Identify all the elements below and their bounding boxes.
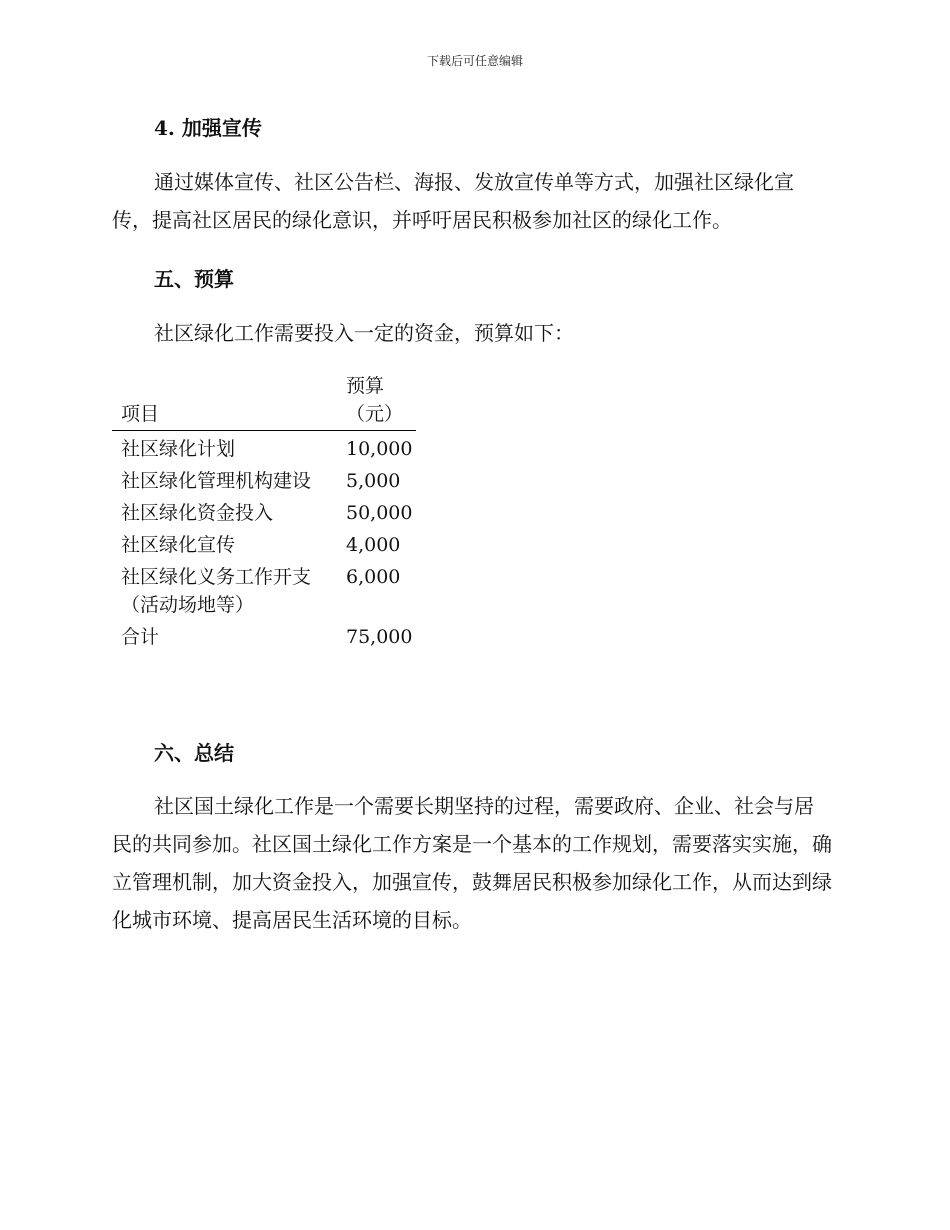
amount-cell: 4,000 [346,534,401,556]
budget-table [112,372,416,651]
page-header: 下载后可任意编辑 [426,54,523,68]
table-header-row [112,372,416,431]
item-cell: 社区绿化义务工作开支（活动场地等） [121,566,312,616]
table-row [112,431,416,464]
amount-cell: 50,000 [346,502,413,524]
publicity-paragraph: 通过媒体宣传、社区公告栏、海报、发放宣传单等方式，加强社区绿化宣传，提高社区居民的绿化意识，并呼吁居民积极参加社区的绿化工作。 [112,170,794,232]
header-item: 项目 [121,403,160,425]
item-cell: 社区绿化计划 [121,438,236,460]
amount-cell: 10,000 [346,438,413,460]
item-cell: 社区绿化宣传 [121,534,236,556]
table-row [112,495,416,527]
table-row [112,463,416,495]
table-row-total [112,619,416,651]
section-heading-budget: 五、预算 [154,267,234,291]
table-row [112,527,416,559]
header-budget: 预算（元） [346,375,404,425]
budget-intro-paragraph: 社区绿化工作需要投入一定的资金，预算如下： [154,321,574,345]
amount-cell: 5,000 [346,470,401,492]
section-heading-publicity: 4. 加强宣传 [154,116,262,140]
item-cell: 社区绿化管理机构建设 [121,470,312,492]
section-heading-summary: 六、总结 [154,741,234,765]
table-row [112,559,416,619]
amount-cell: 6,000 [346,566,401,588]
summary-paragraph: 社区国土绿化工作是一个需要长期坚持的过程，需要政府、企业、社会与居民的共同参加。社区国土绿化工作方案是一个基本的工作规划，需要落实实施，确立管理机制，加大资金投入，加强宣传，鼓舞居民积极参加绿化工作，从而达到绿化城市环境、提高居民生活环境的目标。 [112,794,832,932]
item-cell: 社区绿化资金投入 [121,502,274,524]
amount-cell: 75,000 [346,626,413,648]
item-cell: 合计 [121,626,160,648]
